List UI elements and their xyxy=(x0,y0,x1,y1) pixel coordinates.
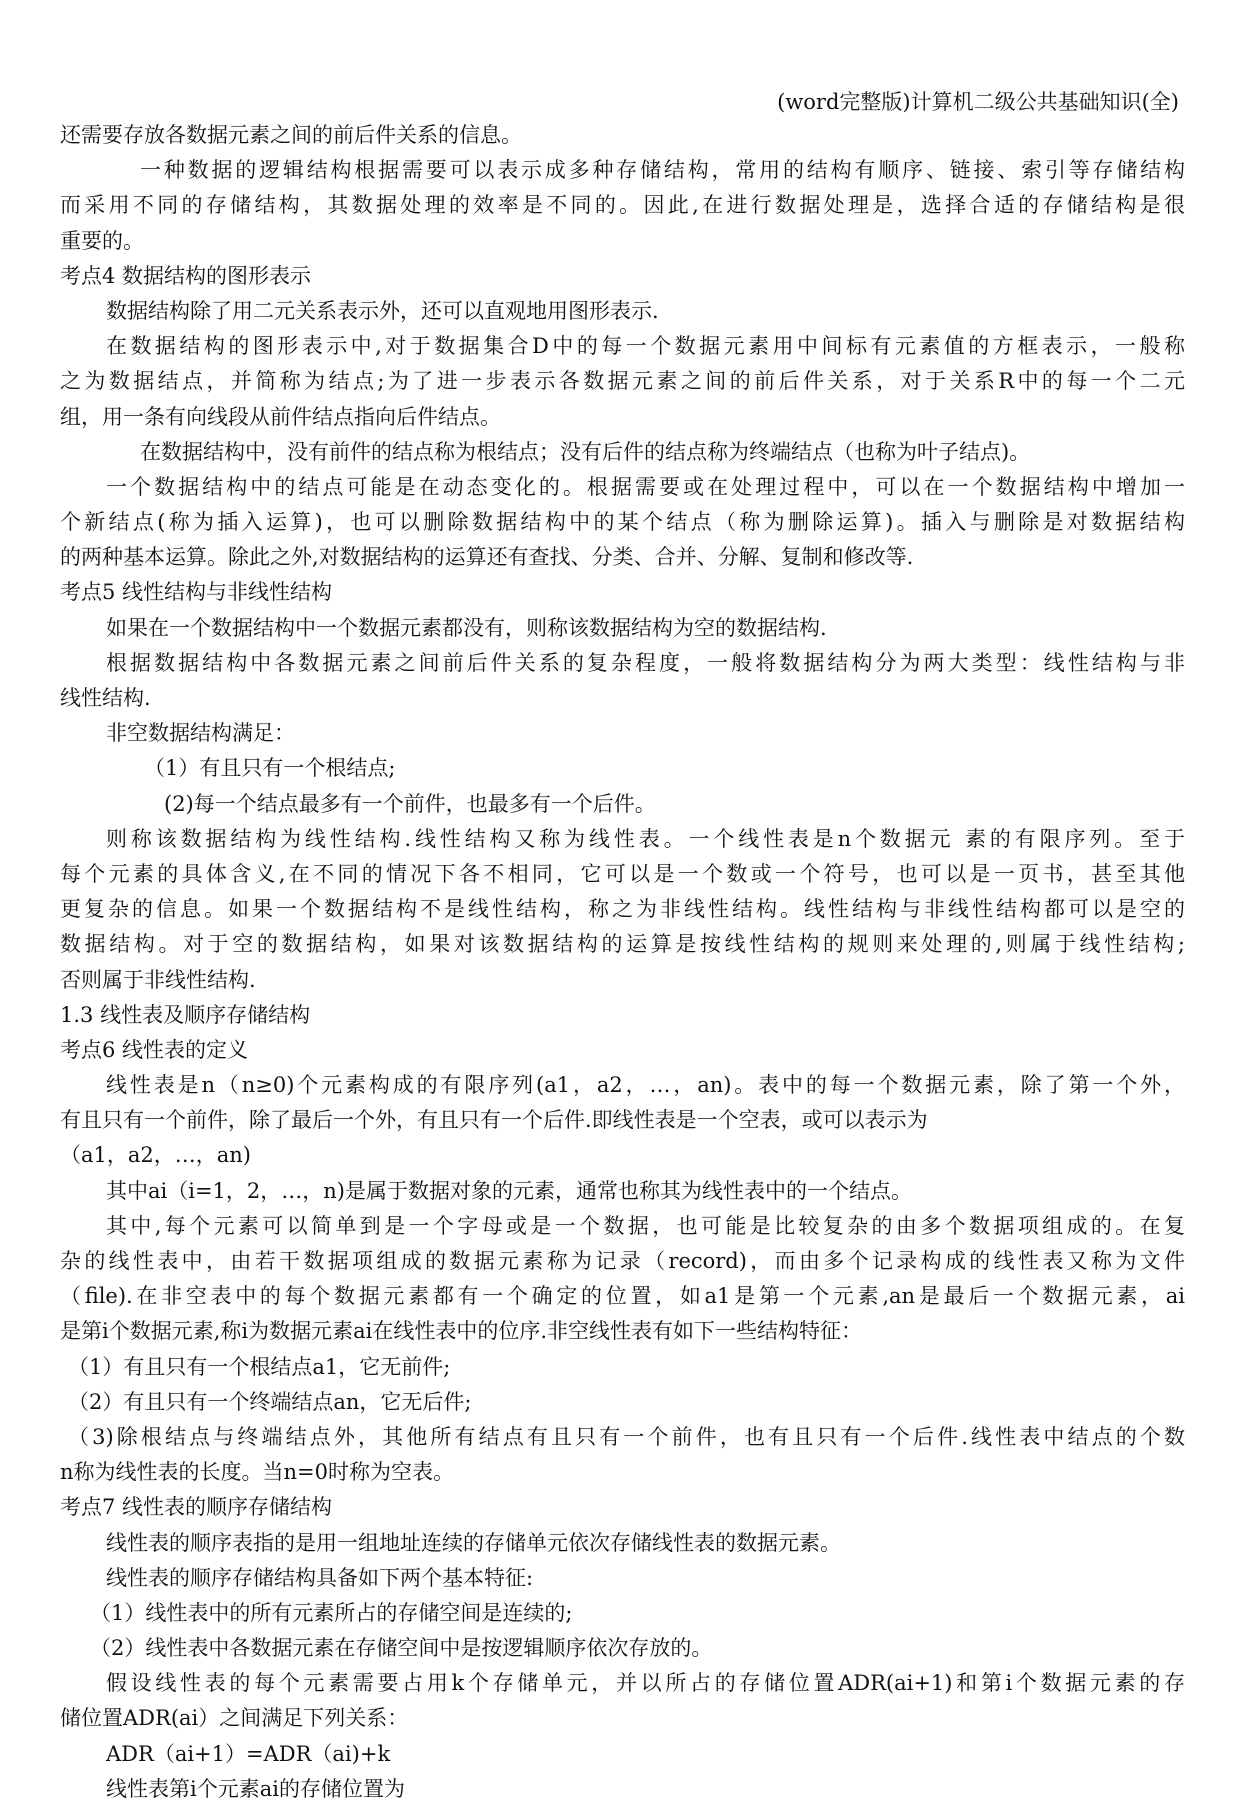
paragraph-line: 线性表是n（n≥0)个元素构成的有限序列(a1，a2，…，an)。表中的每一个数据元素，除了第一个外， xyxy=(106,1073,1185,1098)
paragraph-line: 杂的线性表中，由若干数据项组成的数据元素称为记录（record)，而由多个记录构成的线性表又称为文件 xyxy=(60,1249,1185,1273)
paragraph-line: 一个数据结构中的结点可能是在动态变化的。根据需要或在处理过程中，可以在一个数据结构中增加一 xyxy=(106,474,1185,499)
list-item: (2)每一个结点最多有一个前件，也最多有一个后件。 xyxy=(164,791,656,816)
paragraph-line: 线性表的顺序存储结构具备如下两个基本特征: xyxy=(106,1565,534,1590)
paragraph-line: 在数据结构的图形表示中,对于数据集合D中的每一个数据元素用中间标有元素值的方框表示，一般称 xyxy=(106,334,1185,359)
paragraph-line: 一种数据的逻辑结构根据需要可以表示成多种存储结构，常用的结构有顺序、链接、索引等存储结构 xyxy=(140,158,1185,183)
paragraph-line: 则称该数据结构为线性结构.线性结构又称为线性表。一个线性表是n个数据元 素的有限序列。至于 xyxy=(106,826,1185,851)
section-heading: 考点7 线性表的顺序存储结构 xyxy=(60,1495,333,1520)
page-header: (word完整版)计算机二级公共基础知识(全) xyxy=(777,90,1179,114)
section-heading: 考点4 数据结构的图形表示 xyxy=(60,263,312,288)
paragraph-line: 还需要存放各数据元素之间的前后件关系的信息。 xyxy=(60,123,522,147)
paragraph-line: 根据数据结构中各数据元素之间前后件关系的复杂程度，一般将数据结构分为两大类型：线性结构与非 xyxy=(106,650,1185,675)
list-item: （2）有且只有一个终端结点an，它无后件; xyxy=(68,1389,472,1414)
list-item: （1）线性表中的所有元素所占的存储空间是连续的; xyxy=(90,1600,573,1625)
formula-line: （a1，a2，…，an) xyxy=(60,1143,251,1168)
list-item: （1）有且只有一个根结点; xyxy=(144,756,396,781)
paragraph-line: 其中,每个元素可以简单到是一个字母或是一个数据，也可能是比较复杂的由多个数据项组成的。在复 xyxy=(106,1213,1185,1238)
paragraph-line: 数据结构。对于空的数据结构，如果对该数据结构的运算是按线性结构的规则来处理的,则属于线性结构; xyxy=(60,932,1185,957)
paragraph-line: 否则属于非线性结构. xyxy=(60,967,256,992)
paragraph-line: 而采用不同的存储结构，其数据处理的效率是不同的。因此,在进行数据处理是，选择合适的存储结构是很 xyxy=(60,193,1185,218)
paragraph-line: 每个元素的具体含义,在不同的情况下各不相同，它可以是一个数或一个符号，也可以是一页书，甚至其他 xyxy=(60,861,1185,886)
paragraph-line: 如果在一个数据结构中一个数据元素都没有，则称该数据结构为空的数据结构. xyxy=(106,615,827,640)
list-item: （2）线性表中各数据元素在存储空间中是按逻辑顺序依次存放的。 xyxy=(90,1636,713,1661)
section-heading: 考点5 线性结构与非线性结构 xyxy=(60,580,333,605)
paragraph-line: 非空数据结构满足： xyxy=(106,721,295,746)
paragraph-line: 重要的。 xyxy=(60,228,144,253)
formula-line: ADR（ai+1）=ADR（ai)+k xyxy=(106,1741,391,1766)
paragraph-line: （file).在非空表中的每个数据元素都有一个确定的位置，如a1是第一个元素,an是最后一个数据元素，ai xyxy=(60,1284,1185,1309)
paragraph-line: 组，用一条有向线段从前件结点指向后件结点。 xyxy=(60,404,501,429)
paragraph-line: 线性表的顺序表指的是用一组地址连续的存储单元依次存储线性表的数据元素。 xyxy=(106,1530,841,1555)
list-item: （3)除根结点与终端结点外，其他所有结点有且只有一个前件，也有且只有一个后件.线性表中结点的个数 xyxy=(68,1424,1185,1449)
paragraph-line: 在数据结构中，没有前件的结点称为根结点；没有后件的结点称为终端结点（也称为叶子结点)。 xyxy=(140,439,1031,464)
paragraph-line: 个新结点(称为插入运算)，也可以删除数据结构中的某个结点（称为删除运算)。插入与删除是对数据结构 xyxy=(60,510,1185,535)
paragraph-line: 是第i个数据元素,称i为数据元素ai在线性表中的位序.非空线性表有如下一些结构特征： xyxy=(60,1319,863,1344)
paragraph-line: 线性结构. xyxy=(60,686,151,710)
section-heading: 考点6 线性表的定义 xyxy=(60,1037,249,1062)
paragraph-line: 更复杂的信息。如果一个数据结构不是线性结构，称之为非线性结构。线性结构与非线性结构都可以是空的 xyxy=(60,897,1185,922)
paragraph-line: 假设线性表的每个元素需要占用k个存储单元，并以所占的存储位置ADR(ai+1)和第i个数据元素的存 xyxy=(106,1671,1185,1696)
paragraph-line: 数据结构除了用二元关系表示外，还可以直观地用图形表示. xyxy=(106,298,659,323)
list-item: （1）有且只有一个根结点a1，它无前件; xyxy=(68,1354,451,1379)
paragraph-line: 之为数据结点，并简称为结点;为了进一步表示各数据元素之间的前后件关系，对于关系R中的每一个二元 xyxy=(60,369,1185,394)
paragraph-line: 的两种基本运算。除此之外,对数据结构的运算还有查找、分类、合并、分解、复制和修改等. xyxy=(60,545,914,570)
chapter-heading: 1.3 线性表及顺序存储结构 xyxy=(60,1002,311,1027)
paragraph-line: 线性表第i个元素ai的存储位置为 xyxy=(106,1776,405,1801)
paragraph-line: 储位置ADR(ai）之间满足下列关系： xyxy=(60,1706,409,1731)
paragraph-line: n称为线性表的长度。当n=0时称为空表。 xyxy=(60,1460,455,1485)
document-body xyxy=(60,118,1185,1807)
paragraph-line: 其中ai（i=1，2，…，n)是属于数据对象的元素，通常也称其为线性表中的一个结点。 xyxy=(106,1178,912,1203)
paragraph-line: 有且只有一个前件，除了最后一个外，有且只有一个后件.即线性表是一个空表，或可以表示为 xyxy=(60,1108,928,1133)
